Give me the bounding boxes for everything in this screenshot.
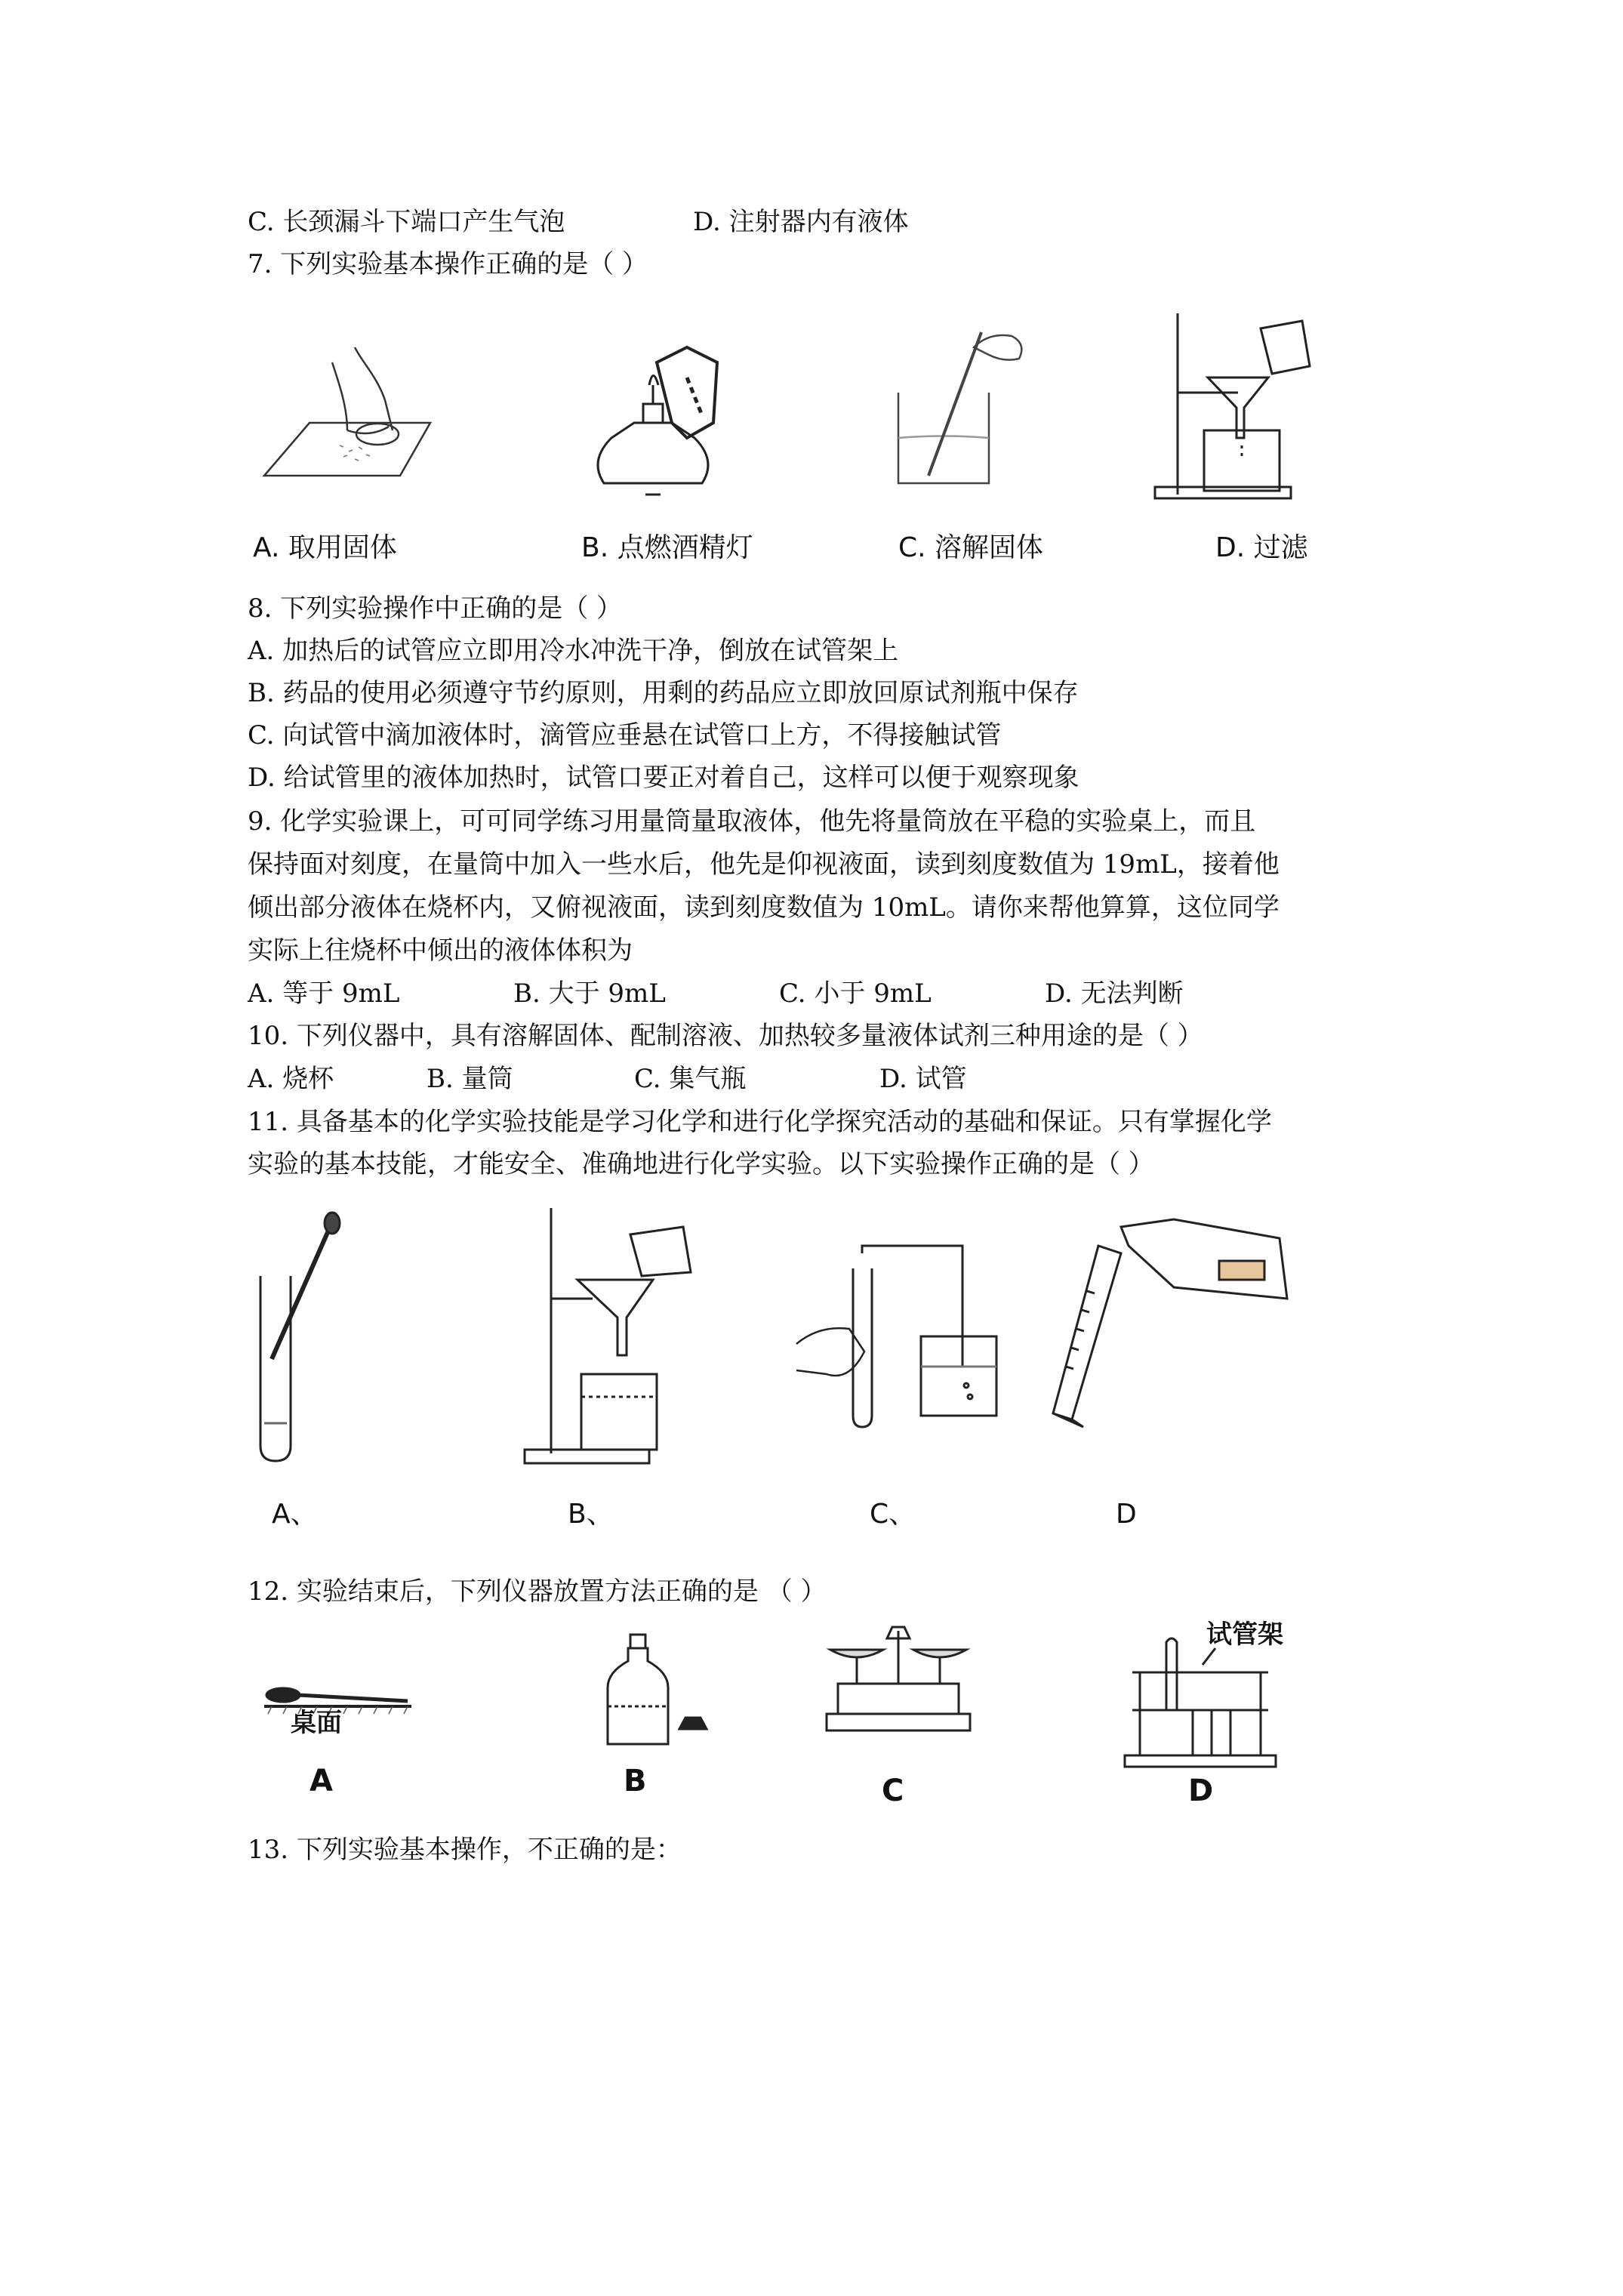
q7-caption-b: B. 点燃酒精灯 bbox=[581, 532, 753, 563]
q9-option-b: B. 大于 9mL bbox=[513, 978, 666, 1009]
q11-caption-a: A、 bbox=[272, 1499, 318, 1530]
q8-stem: 8. 下列实验操作中正确的是（ ） bbox=[248, 593, 623, 624]
q11-stem-line-2: 实验的基本技能，才能安全、准确地进行化学实验。以下实验操作正确的是（ ） bbox=[248, 1149, 1154, 1179]
q10-option-b: B. 量筒 bbox=[427, 1064, 513, 1094]
q9-stem-line-1: 9. 化学实验课上，可可同学练习用量筒量取液体，他先将量筒放在平稳的实验桌上，而且 bbox=[248, 806, 1256, 837]
q12-caption-c: C bbox=[882, 1774, 904, 1808]
q7-caption-d: D. 过滤 bbox=[1215, 532, 1308, 563]
q12-figure-c-balance bbox=[823, 1623, 974, 1740]
q9-stem-line-3: 倾出部分液体在烧杯内，又俯视液面，读到刻度数值为 10mL。请你来帮他算算，这位同学 bbox=[248, 892, 1280, 923]
q12-figure-b-reagent-bottle bbox=[604, 1631, 717, 1755]
q11-figure-b-filter bbox=[521, 1204, 717, 1472]
q11-figure-d-pour-cylinder bbox=[1053, 1216, 1302, 1445]
q7-figure-c-dissolve-solid bbox=[883, 325, 1034, 494]
q11-caption-d: D bbox=[1116, 1499, 1137, 1530]
q12-stem: 12. 实验结束后，下列仪器放置方法正确的是 （ ） bbox=[248, 1576, 827, 1607]
q12-caption-a: A bbox=[310, 1764, 333, 1798]
q9-stem-line-2: 保持面对刻度，在量筒中加入一些水后，他先是仰视液面，读到刻度数值为 19mL，接着他 bbox=[248, 849, 1280, 880]
q6-option-d: D. 注射器内有液体 bbox=[693, 207, 909, 237]
q12-caption-b: B bbox=[624, 1764, 647, 1798]
q12-figure-d-test-tube-rack bbox=[1121, 1635, 1280, 1774]
q10-option-c: C. 集气瓶 bbox=[634, 1064, 747, 1094]
q13-stem: 13. 下列实验基本操作，不正确的是： bbox=[248, 1835, 682, 1865]
q9-stem-line-4: 实际上往烧杯中倾出的液体体积为 bbox=[248, 935, 633, 966]
q8-option-d: D. 给试管里的液体加热时，试管口要正对着自己，这样可以便于观察现象 bbox=[248, 763, 1079, 793]
q12-desk-label: 桌面 bbox=[291, 1708, 342, 1738]
q12-rack-label: 试管架 bbox=[1206, 1620, 1283, 1650]
q7-caption-c: C. 溶解固体 bbox=[898, 532, 1044, 563]
q9-option-d: D. 无法判断 bbox=[1045, 978, 1184, 1009]
q8-option-c: C. 向试管中滴加液体时，滴管应垂悬在试管口上方，不得接触试管 bbox=[248, 720, 1002, 750]
q11-stem-line-1: 11. 具备基本的化学实验技能是学习化学和进行化学探究活动的基础和保证。只有掌握化学 bbox=[248, 1107, 1272, 1137]
q11-figure-a-dropper bbox=[257, 1208, 347, 1468]
q10-option-a: A. 烧杯 bbox=[248, 1064, 334, 1094]
q6-option-c: C. 长颈漏斗下端口产生气泡 bbox=[248, 207, 565, 237]
q7-figure-d-filter bbox=[1147, 306, 1329, 505]
q11-caption-b: B、 bbox=[568, 1499, 614, 1530]
q9-option-c: C. 小于 9mL bbox=[779, 978, 932, 1009]
q7-caption-a: A. 取用固体 bbox=[253, 532, 397, 563]
q11-caption-c: C、 bbox=[870, 1499, 916, 1530]
q8-option-b: B. 药品的使用必须遵守节约原则，用剩的药品应立即放回原试剂瓶中保存 bbox=[248, 678, 1079, 708]
q7-figure-b-light-lamp bbox=[574, 332, 732, 501]
q7-stem: 7. 下列实验基本操作正确的是（ ） bbox=[248, 249, 648, 279]
q9-option-a: A. 等于 9mL bbox=[248, 978, 400, 1009]
q10-stem: 10. 下列仪器中，具有溶解固体、配制溶液、加热较多量液体试剂三种用途的是（ ） bbox=[248, 1021, 1203, 1051]
q10-option-d: D. 试管 bbox=[879, 1064, 967, 1094]
q12-caption-d: D bbox=[1188, 1774, 1214, 1808]
q8-option-a: A. 加热后的试管应立即用冷水冲洗干净，倒放在试管架上 bbox=[248, 636, 899, 666]
q11-figure-c-airtightness bbox=[789, 1238, 1000, 1438]
q7-figure-a-take-solid bbox=[249, 332, 445, 486]
